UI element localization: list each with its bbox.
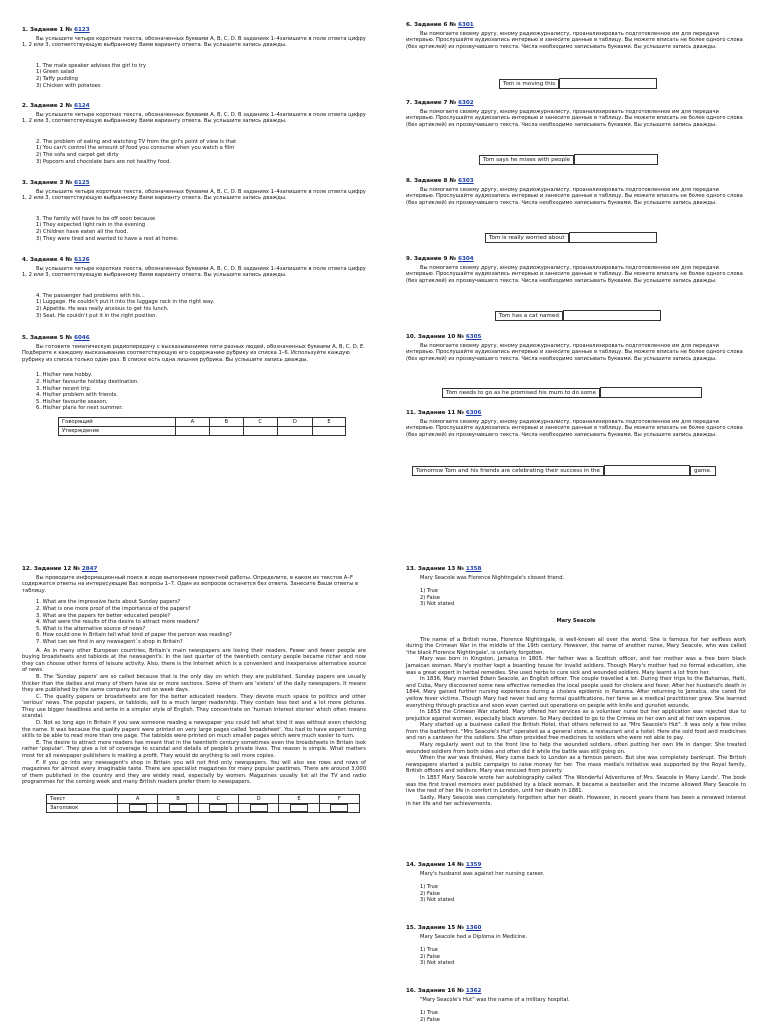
- task-14-link[interactable]: 1359: [465, 862, 482, 868]
- table-header: A: [176, 417, 210, 426]
- task-12-instructions: Вы проводите информационный поиск в ходе выполнения проектной работы. Определите, в каком из текстов A–F содержатся ответы на интересующие Вас вопросы 1–7. Один из вопросов останется без ответа. Занесите Ваши ответы в таблицу.: [22, 574, 359, 594]
- answer-box[interactable]: [290, 804, 308, 812]
- fill-label: Tom says he mixes with people: [479, 155, 574, 165]
- task-16-link[interactable]: 1362: [465, 988, 482, 994]
- task-1-instructions: Вы услышите четыре коротких текста, обозначенных буквами A, B, C, D. В заданиях 1–4запишите в поле ответа цифру 1, 2 или 3, соответствующую выбранному Вами варианту ответа. Вы услышите запись дважды.: [22, 35, 366, 49]
- task-5: [22, 335, 366, 436]
- task-10-heading: 10. Задание 10 № 6305: [406, 334, 482, 340]
- answer-field[interactable]: [604, 465, 690, 476]
- answer-box[interactable]: [209, 804, 227, 812]
- text-paragraph: When the war was finished, Mary came back to London as a famous person. But she was completely bankrupt. The British newspapers started a public campaign to raise money for her. The mass media's initiative was supported by the Royal family, British officers and soldiers. Mary was rescued from poverty.: [406, 755, 746, 775]
- list-item: 4. His/her problem with friends.: [36, 392, 118, 399]
- task-11: [406, 410, 746, 438]
- task-5-link[interactable]: 6046: [74, 335, 90, 341]
- list-item: 6. His/her plans for next summer.: [36, 405, 123, 412]
- list-item: 2) Children have eaten all the food.: [36, 228, 129, 235]
- task-3-options: [22, 216, 366, 242]
- table-header: C: [198, 795, 238, 804]
- answer-cell[interactable]: [198, 804, 238, 813]
- text-paragraph: B. The 'Sunday papers' are so called because that is the only day on which they are published. Sunday papers are usually thicker than the dailies and many of them have six or more sections. Some of them are 'sisters' of the daily newspapers. It means they are published by the same company but not on week days.: [22, 673, 366, 694]
- list-item: 3) Chicken with potatoes: [36, 82, 101, 89]
- text-paragraph: In 1836, Mary married Edwin Seacole, an English officer. The couple travelled a lot. During their trips to the Bahamas, Haiti, and Cuba, Mary discovered some new effective remedies the local people used for cholera and fever. After her husband's death in 1844, Mary gained further nursing experience during a cholera epidemic in Panama. After returning to Jamaica, she cared for yellow fever victims. Though Mary had never had any formal qualifications, her fame as a medical practitioner grew. She learned everything through practice and soon even carried out operations on people with knife and gunshot wounds.: [406, 676, 746, 709]
- list-item: 4. What were the results of the desire to attract more readers?: [36, 619, 200, 626]
- list-item: 1. His/her new hobby.: [36, 372, 93, 379]
- task-10-instructions: Вы помогаете своему другу, юному радиожурналисту, проанализировать подготовленное им для передачи интервью. Прослушайте аудиозапись интервью и занесите данные в таблицу. Вы можете вписать не более одного слова (без артиклей) из прозвучавшего текста. Числа необходимо записывать буквами. Вы услышите запись дважды.: [406, 342, 743, 362]
- task-7: [406, 100, 746, 128]
- list-item: 1) True: [420, 947, 438, 954]
- table-header: Текст: [47, 795, 118, 804]
- answer-table-5: [58, 417, 346, 436]
- passage-title: Mary Seacole: [556, 617, 596, 624]
- task-6: [406, 22, 746, 50]
- fill-row-11: [412, 465, 716, 476]
- answer-cell[interactable]: [176, 426, 210, 435]
- list-item: 2) False: [420, 953, 440, 960]
- answer-cell[interactable]: [238, 804, 278, 813]
- task-8-link[interactable]: 6303: [458, 178, 474, 184]
- task-13-options: [406, 588, 746, 608]
- table-header: C: [243, 417, 277, 426]
- task-7-heading: 7. Задание 7 № 6302: [406, 100, 474, 106]
- fill-label: Tom needs to go as he promised his mum to do some: [442, 388, 600, 398]
- task-12-link[interactable]: 2847: [81, 566, 98, 572]
- list-item: 3. The family will have to be off soon because: [36, 215, 156, 222]
- text-paragraph: D. Not so long ago in Britain if you saw someone reading a newspaper you could tell what kind it was without even checking the name. It was because the quality papers were printed on very large pages called 'broadsheet'. You had to have expert turning skills to be able to read more than one page. The tabloids were printed on much smaller pages which were much easier to turn.: [22, 720, 366, 740]
- task-12-texts: [22, 648, 366, 786]
- text-paragraph: C. The quality papers or broadsheets are for the better educated readers. They devote much space to politics and other 'serious' news. The popular papers, or tabloids, sell to a much larger readership. They contain less text and a lot more pictures. They use bigger headlines and write in a simpler style of English. They concentrate on 'human interest stories' which often means scandal.: [22, 693, 366, 720]
- list-item: 3) Not stated: [420, 960, 455, 967]
- list-item: 2. What is one more proof of the importance of the papers?: [36, 605, 191, 612]
- list-item: 1) They expected light rain in the evening: [36, 222, 146, 229]
- answer-field[interactable]: [563, 310, 661, 321]
- task-16-options: [406, 1010, 746, 1023]
- fill-row-9: [495, 310, 661, 321]
- list-item: 5. What is the alternative source of news?: [36, 625, 146, 632]
- task-13-statement: Mary Seacole was Florence Nightingale's closest friend.: [420, 574, 565, 581]
- list-item: 3) Not stated: [420, 897, 455, 904]
- list-item: 5. His/her favourite season.: [36, 398, 108, 405]
- answer-cell[interactable]: [279, 804, 319, 813]
- list-item: 1) Luggage. He couldn't put it into the luggage rack in the right way.: [36, 299, 215, 306]
- table-header: Говорящий: [59, 417, 176, 426]
- answer-field[interactable]: [600, 387, 702, 398]
- answer-table-12: [46, 794, 360, 813]
- task-2-options: [22, 139, 366, 165]
- list-item: 1) True: [420, 884, 438, 891]
- text-paragraph: Mary regularly went out to the front line to help the wounded soldiers, often putting her own life in danger. She treated wounded soldiers from both sides and often did it while the battle was still going on.: [406, 742, 746, 755]
- table-header: F: [319, 795, 359, 804]
- task-2-link[interactable]: 6124: [74, 103, 90, 109]
- task-2-instructions: Вы услышите четыре коротких текста, обозначенных буквами A, B, C, D. В заданиях 1–4запишите в поле ответа цифру 1, 2 или 3, соответствующую выбранному Вами варианту ответа. Вы услышите запись дважды.: [22, 111, 366, 125]
- list-item: 2) The sofa and carpet get dirty: [36, 151, 119, 158]
- list-item: 2. The problem of eating and watching TV from the girl's point of view is that: [36, 138, 237, 145]
- task-9: [406, 256, 746, 284]
- fill-row-8: [485, 232, 657, 243]
- answer-box[interactable]: [250, 804, 268, 812]
- task-13-heading: 13. Задание 13 № 1358: [406, 566, 482, 572]
- task-5-instructions: Вы готовите тематическую радиопередачу с высказываниями пяти разных людей, обозначенных буквами A, B, C, D, E. Подберите к каждому высказыванию соответствующую его содержанию рубрику из списка 1–6. Используйте каждую рубрику из списка только один раз. В списке есть одна лишняя рубрика. Вы услышите запись дважды.: [22, 343, 365, 363]
- list-item: 3. What are the papers for better educated people?: [36, 612, 171, 619]
- task-3-instructions: Вы услышите четыре коротких текста, обозначенных буквами A, B, C, D. В заданиях 1–4запишите в поле ответа цифру 1, 2 или 3, соответствующую выбранному Вами варианту ответа. Вы услышите запись дважды.: [22, 188, 366, 202]
- list-item: 2) False: [420, 594, 440, 601]
- table-header: D: [238, 795, 278, 804]
- text-paragraph: E. The desire to attract more readers has meant that in the twentieth century sometimes even the broadsheets in Britain look rather 'popular'. They give a lot of coverage to scandal and details of people's private lives. The reason is simple. What matters most for all newspaper publishers is making a profit. They would do anything to sell more copies.: [22, 739, 366, 760]
- table-header: E: [313, 417, 346, 426]
- task-10: [406, 334, 746, 362]
- list-item: 7. What can we find in any newsagent`s shop in Britain?: [36, 638, 183, 645]
- fill-label: Tom is really worried about: [485, 233, 569, 243]
- answer-box[interactable]: [129, 804, 147, 812]
- task-16: [406, 988, 746, 1023]
- task-12: [22, 566, 366, 813]
- task-15-link[interactable]: 1360: [465, 925, 482, 931]
- task-3-link[interactable]: 6125: [74, 180, 90, 186]
- list-item: 2) False: [420, 890, 440, 897]
- list-item: 3. His/her recent trip.: [36, 385, 92, 392]
- answer-cell[interactable]: [319, 804, 359, 813]
- task-4-instructions: Вы услышите четыре коротких текста, обозначенных буквами A, B, C, D. В заданиях 1–4запишите в поле ответа цифру 1, 2 или 3, соответствующую выбранному Вами варианту ответа. Вы услышите запись дважды.: [22, 265, 366, 279]
- task-15-options: [406, 947, 746, 967]
- task-12-questions: [22, 599, 366, 645]
- task-9-instructions: Вы помогаете своему другу, юному радиожурналисту, проанализировать подготовленное им для передачи интервью. Прослушайте аудиозапись интервью и занесите данные в таблицу. Вы можете вписать не более одного слова (без артиклей) из прозвучавшего текста. Числа необходимо записывать буквами. Вы услышите запись дважды.: [406, 264, 743, 284]
- list-item: 4. The passenger had problems with his...: [36, 292, 145, 299]
- task-12-heading: 12. Задание 12 № 2847: [22, 566, 98, 572]
- fill-row-6: [499, 78, 657, 89]
- list-item: 1) True: [420, 588, 438, 595]
- table-header: D: [277, 417, 312, 426]
- task-9-heading: 9. Задание 9 № 6304: [406, 256, 474, 262]
- task-5-heading: 5. Задание 5 № 6046: [22, 335, 90, 341]
- task-16-heading: 16. Задание 16 № 1362: [406, 988, 482, 994]
- list-item: 2) Taffy pudding: [36, 75, 78, 82]
- answer-cell[interactable]: [243, 426, 277, 435]
- task-16-statement: "Mary Seacole's Hut" was the name of a military hospital.: [420, 996, 570, 1003]
- table-row-label: Утверждение: [59, 426, 176, 435]
- list-item: 1. What are the impressive facts about Sunday papers?: [36, 599, 181, 606]
- list-item: 1) You can't control the amount of food you consume when you watch a film: [36, 145, 235, 152]
- task-8-heading: 8. Задание 8 № 6303: [406, 178, 474, 184]
- task-1-heading: 1. Задание 1 № 6123: [22, 27, 90, 33]
- task-8: [406, 178, 746, 206]
- fill-label: Tom is moving this: [499, 79, 559, 89]
- task-5-options: [22, 372, 366, 412]
- answer-cell[interactable]: [209, 426, 243, 435]
- list-item: 3) Not stated: [420, 601, 455, 608]
- table-header: E: [279, 795, 319, 804]
- text-paragraph: Mary was born in Kingston, Jamaica in 1805. Her father was a Scottish officer, and her mother was a free born black Jamaican woman. Mary's mother kept a boarding house for invalid soldiers. Though Mary's mother had no formal education, she was a great expert in herbal remedies. She used herbs to cure sick and wounded soldiers. Mary learnt a lot from her.: [406, 656, 746, 676]
- task-11-instructions: Вы помогаете своему другу, юному радиожурналисту, проанализировать подготовленное им для передачи интервью. Прослушайте аудиозапись интервью и занесите данные в таблицу. Вы можете вписать не более одного слова (без артиклей) из прозвучавшего текста. Числа необходимо записывать буквами. Вы услышите запись дважды.: [406, 418, 743, 438]
- fill-suffix: game.: [690, 466, 716, 476]
- answer-field[interactable]: [559, 78, 657, 89]
- task-11-link[interactable]: 6306: [465, 410, 482, 416]
- list-item: 3) Popcorn and chocolate bars are not healthy food.: [36, 158, 172, 165]
- task-15: [406, 925, 746, 967]
- text-paragraph: The name of a British nurse, Florence Nightingale, is well-known all over the world. She is famous for her selfless work during the Crimean War in the middle of the 19th century. However, the name of another nurse, Mary Seacole, who was called 'the black Florence Nightingale', is unfairly forgotten.: [406, 636, 746, 656]
- answer-box[interactable]: [330, 804, 348, 812]
- list-item: 2) False: [420, 1016, 440, 1023]
- list-item: 2. His/her favourite holiday destination.: [36, 378, 139, 385]
- task-4: [22, 257, 366, 319]
- table-header: A: [118, 795, 158, 804]
- fill-label: Tomorrow Tom and his friends are celebrating their success in the: [412, 466, 604, 476]
- list-item: 1) True: [420, 1010, 438, 1017]
- table-row-label: Заголовок: [47, 804, 118, 813]
- text-paragraph: Mary started up a business called the British Hotel, that others referred to as "Mrs Seacole's Hut". It was only a few miles from the battlefront. "Mrs Seacole's Hut" operated as a general store, a restaurant and a hotel. Here she sold food and medicines and ran a canteen for the soldiers. She often provided free medicines to soldiers who were not able to pay.: [406, 722, 746, 742]
- task-6-heading: 6. Задание 6 № 6301: [406, 22, 474, 28]
- task-9-link[interactable]: 6304: [458, 256, 474, 262]
- text-paragraph: In 1853 the Crimean War started. Mary offered her services as a volunteer nurse but her application was rejected due to prejudice against women, especially black women. So Mary decided to go to the Crimea on her own and at her own expense.: [406, 709, 746, 722]
- list-item: 3) They were tired and wanted to have a rest at home.: [36, 235, 179, 242]
- list-item: 3) Seat. He couldn't put it in the right position.: [36, 312, 158, 319]
- text-paragraph: A. As in many other European countries, Britain's main newspapers are losing their readers. Fewer and fewer people are buying broadsheets and tabloids at the newsagent's. In the last quarter of the twentieth century people became richer and now they can choose other forms of leisure activity. Also, there is the Internet which is a convenient and inexpensive alternative source of news.: [22, 647, 366, 674]
- text-paragraph: F. If you go into any newsagent's shop in Britain you will not find only newspapers. You will also see rows and rows of magazines for almost every imaginable taste. There are specialist magazines for many popular pastimes. There are around 3,000 of them published in the country and they are widely read, especially by women. Magazines usually list all the TV and radio programmes for the coming week and many British readers prefer them to newspapers.: [22, 759, 366, 786]
- task-14-heading: 14. Задание 14 № 1359: [406, 862, 482, 868]
- fill-row-7: [479, 154, 658, 165]
- task-1: [22, 27, 366, 89]
- list-item: 2) Appetite. He was really anxious to get his lunch.: [36, 305, 169, 312]
- table-header: B: [158, 795, 198, 804]
- text-paragraph: Sadly, Mary Seacole was completely forgotten after her death. However, in recent years there has been a renewed interest in her life and her achievements.: [406, 794, 746, 808]
- table-header: B: [209, 417, 243, 426]
- task-7-instructions: Вы помогаете своему другу, юному радиожурналисту, проанализировать подготовленное им для передачи интервью. Прослушайте аудиозапись интервью и занесите данные в таблицу. Вы можете вписать не более одного слова (без артиклей) из прозвучавшего текста. Числа необходимо записывать буквами. Вы услышите запись дважды.: [406, 108, 743, 128]
- answer-field[interactable]: [569, 232, 657, 243]
- task-4-heading: 4. Задание 4 № 6126: [22, 257, 90, 263]
- task-3-heading: 3. Задание 3 № 6125: [22, 180, 90, 186]
- task-6-instructions: Вы помогаете своему другу, юному радиожурналисту, проанализировать подготовленное им для передачи интервью. Прослушайте аудиозапись интервью и занесите данные в таблицу. Вы можете вписать не более одного слова (без артиклей) из прозвучавшего текста. Числа необходимо записывать буквами. Вы услышите запись дважды.: [406, 30, 743, 50]
- task-13: [406, 566, 746, 808]
- task-4-link[interactable]: 6126: [74, 257, 90, 263]
- answer-cell[interactable]: [118, 804, 158, 813]
- task-14-options: [406, 884, 746, 904]
- task-14-statement: Mary's husband was against her nursing career.: [420, 870, 545, 877]
- fill-label: Tom has a cat named: [495, 311, 563, 321]
- task-10-link[interactable]: 6305: [465, 334, 482, 340]
- task-2: [22, 103, 366, 165]
- list-item: 1. The male speaker advises the girl to try: [36, 62, 147, 69]
- task-11-heading: 11. Задание 11 № 6306: [406, 410, 482, 416]
- task-15-statement: Mary Seacole had a Diploma in Medicine.: [420, 933, 528, 940]
- task-3: [22, 180, 366, 242]
- task-1-link[interactable]: 6123: [74, 27, 90, 33]
- answer-cell[interactable]: [313, 426, 346, 435]
- task-7-link[interactable]: 6302: [458, 100, 474, 106]
- task-13-link[interactable]: 1358: [465, 566, 482, 572]
- answer-cell[interactable]: [277, 426, 312, 435]
- task-6-link[interactable]: 6301: [458, 22, 474, 28]
- task-4-options: [22, 293, 366, 319]
- task-1-options: [22, 63, 366, 89]
- answer-field[interactable]: [574, 154, 658, 165]
- task-14: [406, 862, 746, 904]
- text-paragraph: In 1857 Mary Seacole wrote her autobiography called 'The Wonderful Adventures of Mrs. Seacole in Many Lands'. The book was the first travel memoirs ever published by a black woman. It became a bestseller and the income allowed Mary Seacole to live the rest of her life in comfort in London, until her death in 1881.: [406, 775, 746, 795]
- list-item: 6. How could one in Britain tell what kind of paper the person was reading?: [36, 632, 232, 639]
- list-item: 1) Green salad: [36, 69, 75, 76]
- task-8-instructions: Вы помогаете своему другу, юному радиожурналисту, проанализировать подготовленное им для передачи интервью. Прослушайте аудиозапись интервью и занесите данные в таблицу. Вы можете вписать не более одного слова (без артиклей) из прозвучавшего текста. Числа необходимо записывать буквами. Вы услышите запись дважды.: [406, 186, 743, 206]
- passage-text: [406, 637, 746, 808]
- answer-cell[interactable]: [158, 804, 198, 813]
- fill-row-10: [442, 387, 702, 398]
- task-2-heading: 2. Задание 2 № 6124: [22, 103, 90, 109]
- task-15-heading: 15. Задание 15 № 1360: [406, 925, 482, 931]
- answer-box[interactable]: [169, 804, 187, 812]
